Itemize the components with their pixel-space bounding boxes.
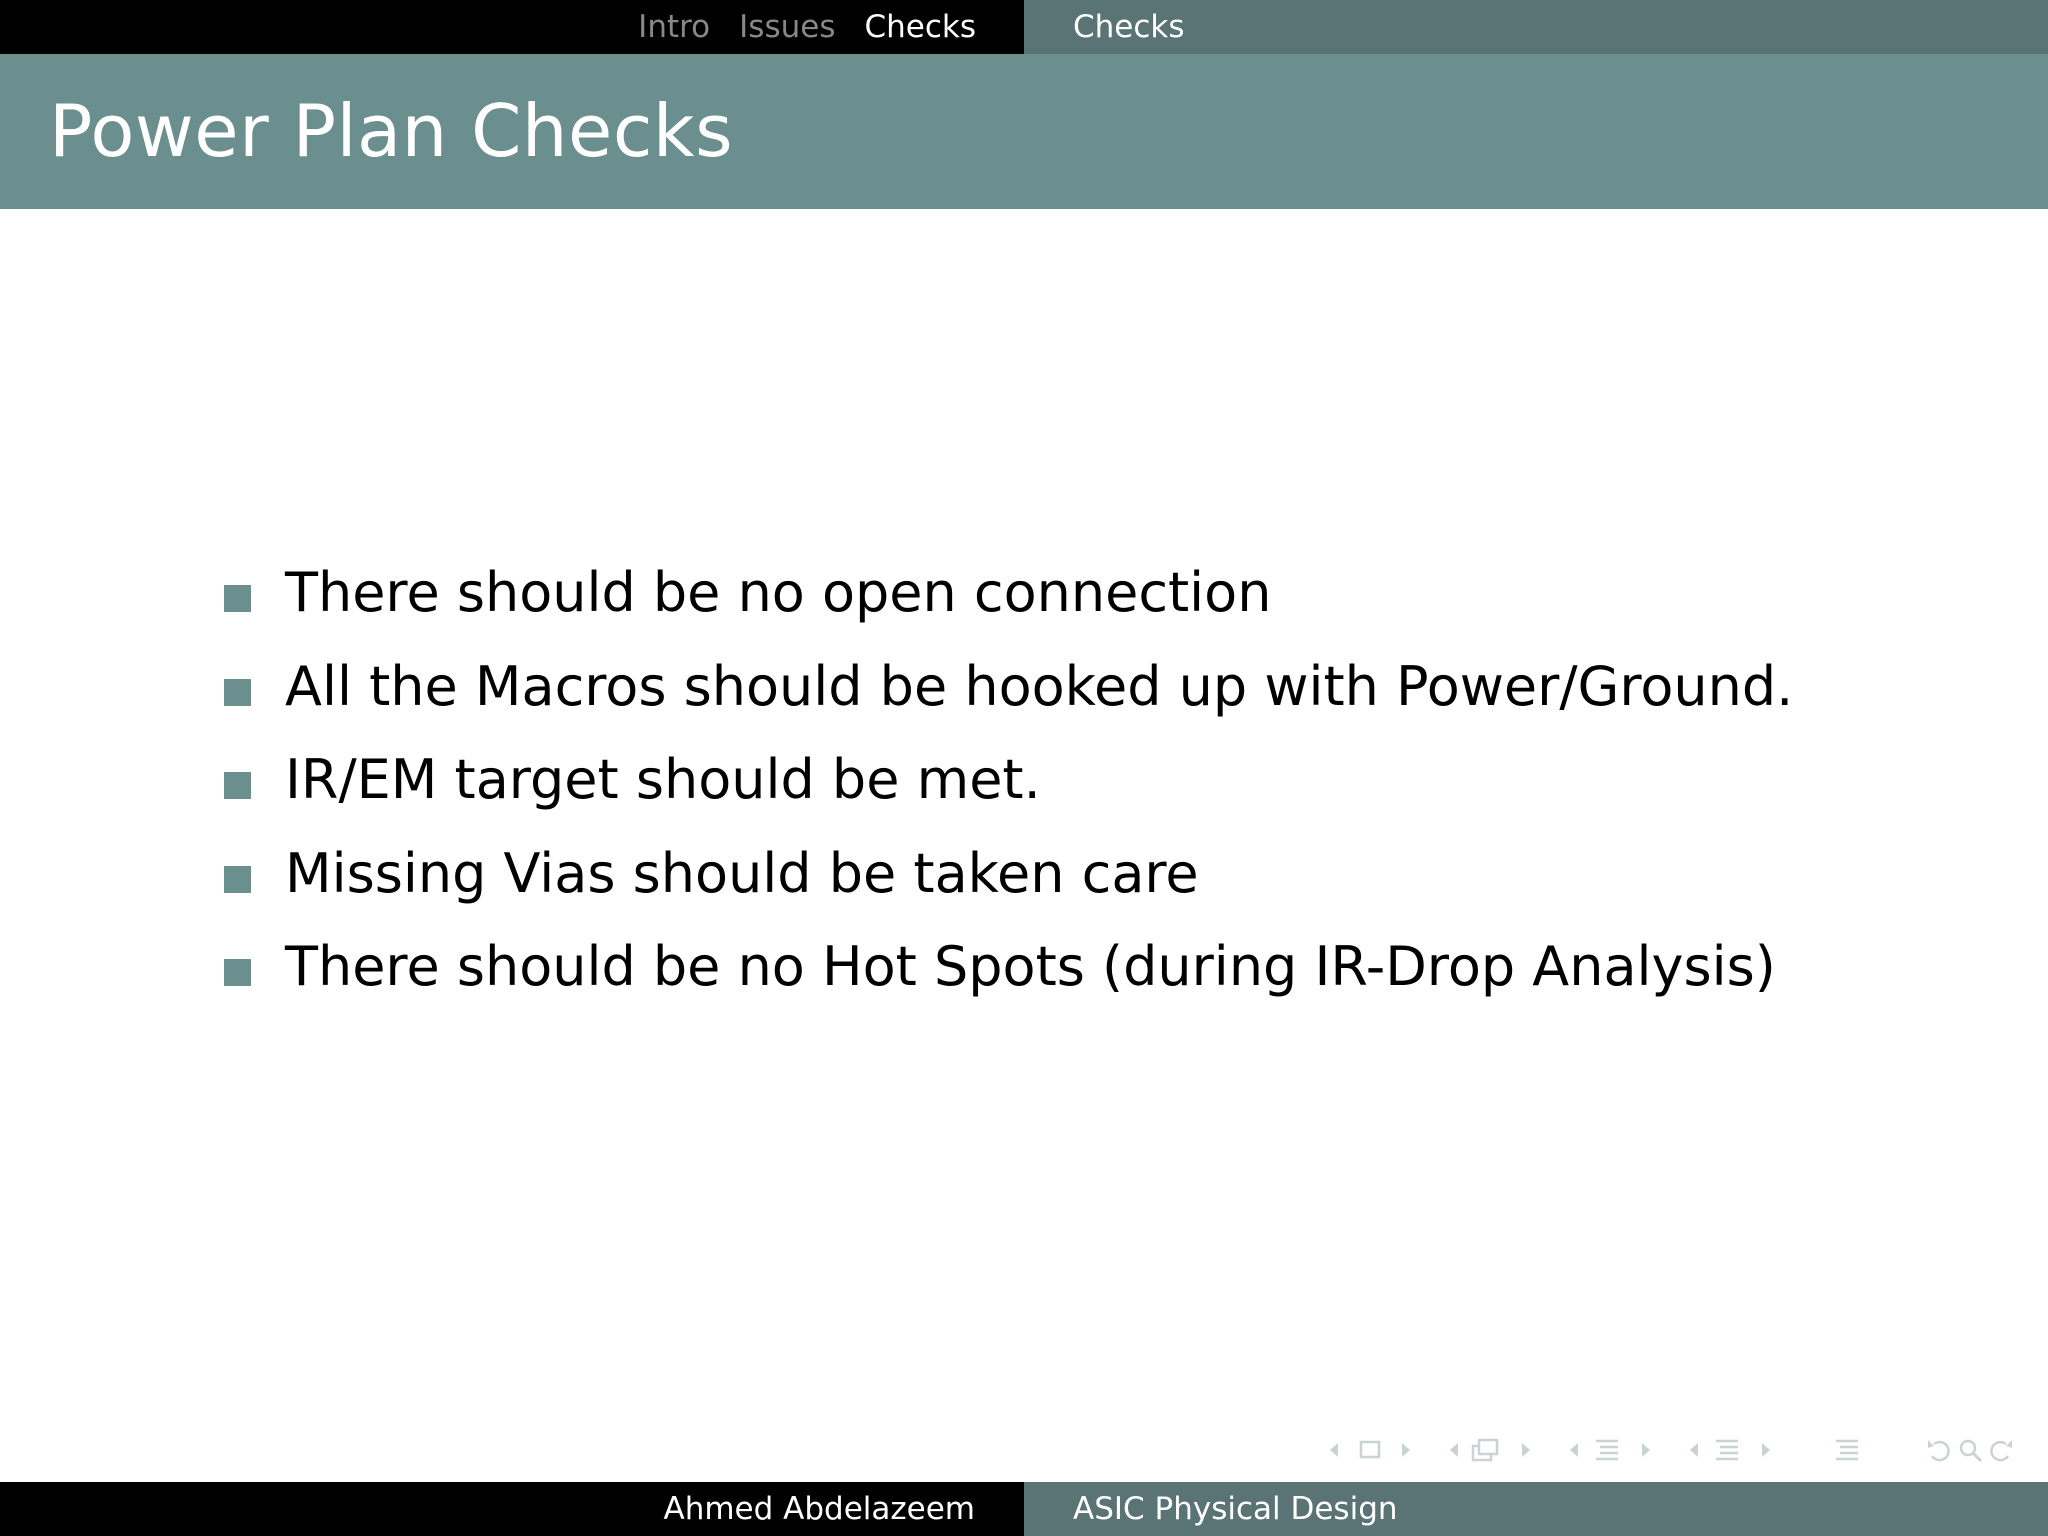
list-item [224,733,1944,827]
section-nav [609,0,976,54]
list-item [224,640,1944,734]
list-item-text: All the Macros should be hooked up with Power/Ground. [285,654,1794,718]
toc-icon[interactable] [1832,1432,1862,1468]
bullet-list [224,546,1944,1014]
subsection-label[interactable]: Checks [1073,9,1185,45]
slide-title-bar [0,54,2048,209]
subsection-nav-panel [1024,0,2048,54]
section-icon[interactable] [1592,1432,1622,1468]
next-arrow-icon[interactable] [1518,1432,1534,1468]
subsection-icon[interactable] [1470,1432,1506,1468]
top-navigation-bar [0,0,2048,54]
list-item [224,546,1944,640]
search-icon[interactable] [1956,1432,1986,1468]
prev-arrow-icon[interactable] [1326,1432,1342,1468]
section-nav-panel [0,0,1024,54]
list-item-text: Missing Vias should be taken care [285,841,1199,905]
next-arrow-icon[interactable] [1398,1432,1414,1468]
nav-item-intro[interactable]: Intro [638,9,711,45]
course-title: ASIC Physical Design [1073,1491,1398,1527]
square-bullet-icon [224,866,251,893]
redo-icon[interactable] [1986,1432,2016,1468]
nav-item-issues[interactable]: Issues [739,9,836,45]
list-item [224,920,1944,1014]
prev-arrow-icon[interactable] [1686,1432,1702,1468]
list-item-text: IR/EM target should be met. [285,748,1041,812]
prev-arrow-icon[interactable] [1566,1432,1582,1468]
footer-course-panel [1024,1482,2048,1536]
square-bullet-icon [224,585,251,612]
slide-title: Power Plan Checks [49,89,734,173]
list-item-text: There should be no open connection [285,561,1272,625]
beamer-navigation-symbols [1320,1432,2020,1468]
prev-arrow-icon[interactable] [1446,1432,1462,1468]
author-name: Ahmed Abdelazeem [663,1491,975,1527]
next-arrow-icon[interactable] [1638,1432,1654,1468]
document-icon[interactable] [1712,1432,1742,1468]
list-item [224,827,1944,921]
list-item-text: There should be no Hot Spots (during IR-Drop Analysis) [285,935,1776,999]
footer-author-panel [0,1482,1024,1536]
frame-icon[interactable] [1358,1432,1382,1468]
square-bullet-icon [224,772,251,799]
nav-item-checks[interactable]: Checks [864,9,976,45]
next-arrow-icon[interactable] [1758,1432,1774,1468]
undo-icon[interactable] [1924,1432,1954,1468]
footer-bar [0,1482,2048,1536]
square-bullet-icon [224,679,251,706]
square-bullet-icon [224,959,251,986]
